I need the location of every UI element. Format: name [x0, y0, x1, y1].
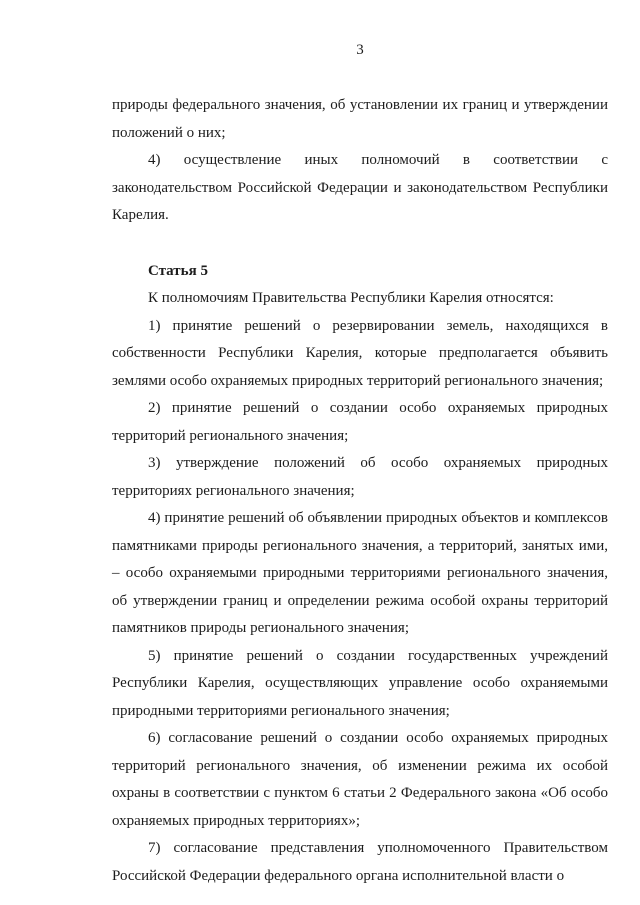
paragraph-continuation: природы федерального значения, об установлении их границ и утверждении положений о них;: [112, 97, 608, 141]
list-item-2: 2) принятие решений о создании особо охраняемых природных территорий регионального значения;: [112, 400, 608, 444]
list-item-5: 5) принятие решений о создании государственных учреждений Республики Карелия, осуществляющих управление особо охраняемыми природными территориями регионального значения;: [112, 647, 608, 719]
list-item-4-prev-article: 4) осуществление иных полномочий в соответствии с законодательством Российской Федерации и законодательством Республики Карелия.: [112, 152, 608, 223]
page-number: 3: [356, 42, 364, 58]
article-heading: Статья 5: [148, 262, 208, 279]
document-body: [112, 92, 608, 890]
list-item-6: 6) согласование решений о создании особо охраняемых природных территорий регионального значения, об изменении режима их особой охраны в соответствии с пунктом 6 статьи 2 Федерального закона «Об особо охраняемых природных территориях»;: [112, 730, 608, 829]
list-item-7: 7) согласование представления уполномоченного Правительством Российской Федерации федерального органа исполнительной власти о: [112, 840, 608, 884]
list-item-1: 1) принятие решений о резервировании земель, находящихся в собственности Республики Карелия, которые предполагается объявить землями особо охраняемых природных территорий регионального значения;: [112, 317, 608, 389]
article-intro: К полномочиям Правительства Республики Карелия относятся:: [148, 290, 554, 306]
list-item-4: 4) принятие решений об объявлении природных объектов и комплексов памятниками природы регионального значения, а территорий, занятых ими, – особо охраняемыми природными территориями регионального значения, об утверждении границ и определении режима особой охраны территорий памятников природы регионального значения;: [112, 510, 608, 636]
list-item-3: 3) утверждение положений об особо охраняемых природных территориях регионального значения;: [112, 455, 608, 499]
